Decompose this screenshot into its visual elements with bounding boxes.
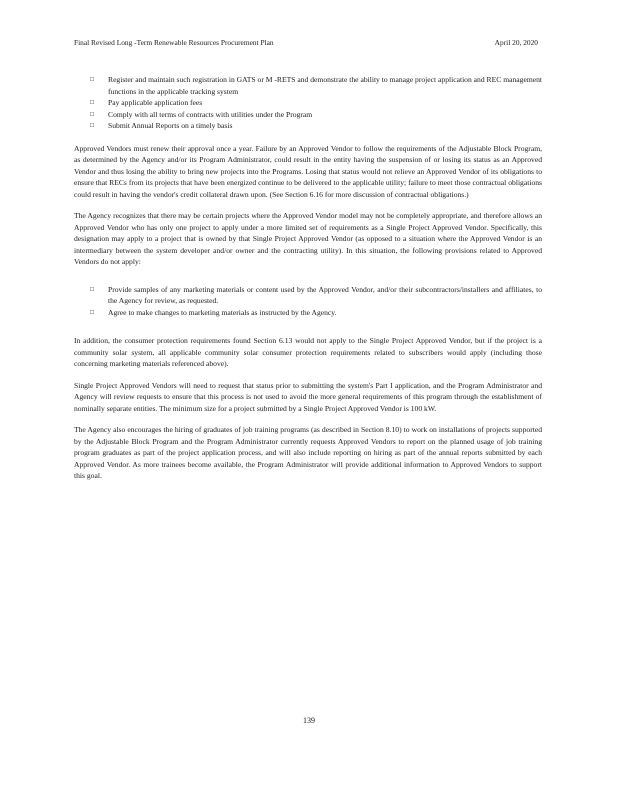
- list-item: □ Pay applicable application fees: [90, 98, 203, 107]
- header-date: April 20, 2020: [494, 38, 538, 47]
- bullet-icon: □: [90, 110, 94, 118]
- bullet-icon: □: [90, 285, 94, 293]
- bullet-icon: □: [90, 76, 94, 83]
- paragraph-consumer-protection: In addition, the consumer protection requirements found Section 6.13 would not apply to the Single Project Approved Vendor, but if the project is a community solar system, all applicable community solar consumer protection requirements related to subscribers would apply (including those concerning marketing materials referenced above).: [74, 336, 542, 368]
- list-item: □ Agree to make changes to marketing materials as instructed by the Agency.: [90, 307, 337, 317]
- bullet-icon: □: [90, 99, 94, 106]
- requirements-list: [74, 74, 542, 132]
- list-item: □ Comply with all terms of contracts with utilities under the Program: [90, 109, 313, 119]
- paragraph-renewal: Approved Vendors must renew their approval once a year. Failure by an Approved Vendor to follow the requirements of the Adjustable Block Program, as determined by the Agency and/or its Program Administrator, could result in the entity having the suspension of or losing its status as an Approved Vendor and thus losing the ability to bring new projects into the Programs. Losing that status would not relieve an Approved Vendor of its obligations to ensure that RECs from its projects that have been energized continue to be delivered to the applicable utility; failure to meet those contractual obligations could result in having the vendor's credit collateral drawn upon. (See Section 6.16 for more discussion of contractual obligations.): [74, 143, 542, 199]
- list-item: □ Submit Annual Reports on a timely basis: [90, 121, 233, 130]
- body-content: [74, 74, 542, 492]
- list-item: □ Register and maintain such registration in GATS or M -RETS and demonstrate the ability to manage project application and REC management functions in the applicable tracking system: [90, 75, 543, 96]
- bullet-icon: □: [90, 308, 94, 316]
- exemptions-list: [74, 284, 542, 319]
- paragraph-single-project-requests: Single Project Approved Vendors will need to request that status prior to submitting the system's Part I application, and the Program Administrator and Agency will review requests to ensure that this process is not used to avoid the more general requirements of this program through the establishment of nominally separate entities. The minimum size for a project submitted by a Single Project Approved Vendor is 100 kW.: [74, 380, 542, 413]
- paragraph-single-project: The Agency recognizes that there may be certain projects where the Approved Vendor model may not be completely appropriate, and therefore allows an Approved Vendor who has only one project to apply under a more limited set of requirements as a Single Project Approved Vendor. Specifically, this designation may apply to a project that is owned by that Single Project Approved Vendor (as opposed to a situation where the Approved Vendor is an intermediary between the system developer and/or owner and the contracting utility). In this situation, the following provisions related to Approved Vendors do not apply:: [74, 211, 542, 266]
- list-item: □ Provide samples of any marketing materials or content used by the Approved Vendor, and/or their subcontractors/installers and affiliates, to the Agency for review, as requested.: [90, 284, 542, 305]
- bullet-icon: □: [90, 122, 94, 129]
- paragraph-job-training: The Agency also encourages the hiring of graduates of job training programs (as described in Section 8.10) to work on installations of projects supported by the Adjustable Block Program and the Program Administrator currently requests Approved Vendors to report on the planned usage of job training program graduates as part of the project application process, and will also include reporting on hiring as part of the annual reports submitted by each Approved Vendor. As more trainees become available, the Program Administrator will provide additional information to Approved Vendors to support this goal.: [74, 425, 542, 480]
- header-title: Final Revised Long -Term Renewable Resources Procurement Plan: [74, 38, 274, 47]
- page-header: [74, 38, 538, 47]
- page-number: 139: [303, 716, 315, 725]
